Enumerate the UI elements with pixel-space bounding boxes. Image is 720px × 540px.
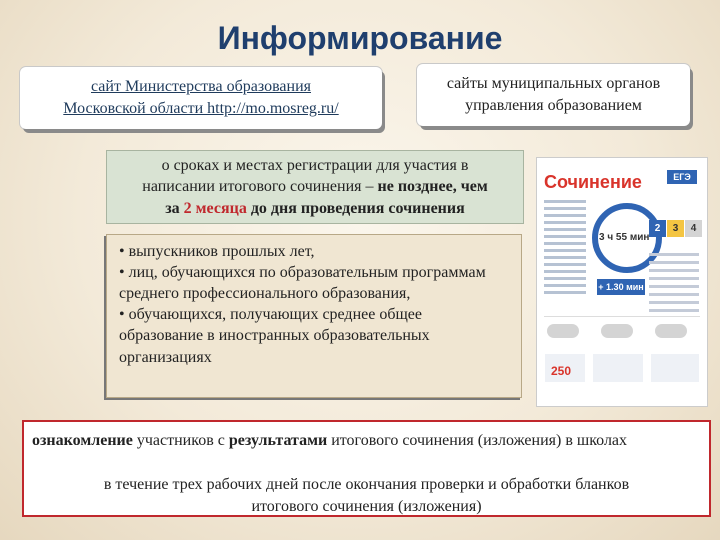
terms-line-2b: не позднее, чем — [377, 178, 488, 196]
poster-info-block — [593, 354, 643, 382]
poster-extra-time: + 1.30 мин — [597, 279, 645, 295]
terms-line-2a: написании итогового сочинения – — [142, 178, 378, 196]
ministry-line-1: сайт Министерства образования — [91, 78, 311, 96]
hand-icon — [547, 324, 579, 338]
terms-line-3 — [107, 198, 523, 220]
ministry-site-box[interactable] — [20, 67, 382, 129]
municipal-line-2: управления образованием — [465, 97, 642, 114]
participant-categories-box — [106, 234, 522, 398]
poster-number: 4 — [685, 220, 702, 237]
essay-infographic-poster — [537, 158, 707, 406]
ministry-line-2[interactable]: Московской области http://mo.mosreg.ru/ — [63, 100, 339, 117]
municipal-sites-box — [417, 64, 690, 126]
poster-title: Сочинение — [544, 172, 642, 192]
ege-logo: ЕГЭ — [667, 170, 697, 184]
category-item: • выпускников прошлых лет, — [119, 243, 315, 260]
municipal-line-1: сайты муниципальных органов — [446, 74, 661, 92]
terms-deadline: 2 месяца — [183, 199, 247, 217]
terms-line-1: о сроках и местах регистрации для участия в — [161, 156, 469, 174]
terms-line-2 — [107, 176, 523, 198]
poster-number: 3 — [667, 220, 684, 237]
poster-info-block — [651, 354, 699, 382]
results-text-2: итогового сочинения (изложения) в школах — [327, 432, 628, 449]
category-item: • обучающихся, получающих среднее общее образование в иностранных образовательных организациях — [119, 306, 430, 366]
poster-text-column — [544, 200, 586, 298]
results-line-3: итогового сочинения (изложения) — [251, 497, 482, 515]
poster-text-lines — [649, 253, 699, 317]
results-line-1 — [32, 432, 627, 450]
poster-count: 250 — [551, 364, 572, 378]
results-info-box — [22, 420, 711, 517]
results-text-1: участников с — [132, 432, 229, 449]
hand-icon — [655, 324, 687, 338]
results-bold-2: результатами — [228, 432, 328, 449]
poster-number: 2 — [649, 220, 666, 237]
terms-line-3a: за — [165, 199, 184, 217]
results-bold-1: ознакомление — [32, 432, 133, 449]
category-item: • лиц, обучающихся по образовательным программам среднего профессионального образования, — [119, 264, 486, 303]
results-lines-2-3 — [24, 474, 709, 517]
results-line-2: в течение трех рабочих дней после окончания проверки и обработки бланков — [103, 476, 630, 493]
slide-title: Информирование — [217, 20, 503, 56]
poster-divider — [544, 316, 700, 317]
terms-line-3b: до дня проведения сочинения — [246, 199, 465, 217]
poster-time: 3 ч 55 мин — [599, 232, 650, 243]
hand-icon — [601, 324, 633, 338]
registration-terms-box — [106, 150, 524, 224]
